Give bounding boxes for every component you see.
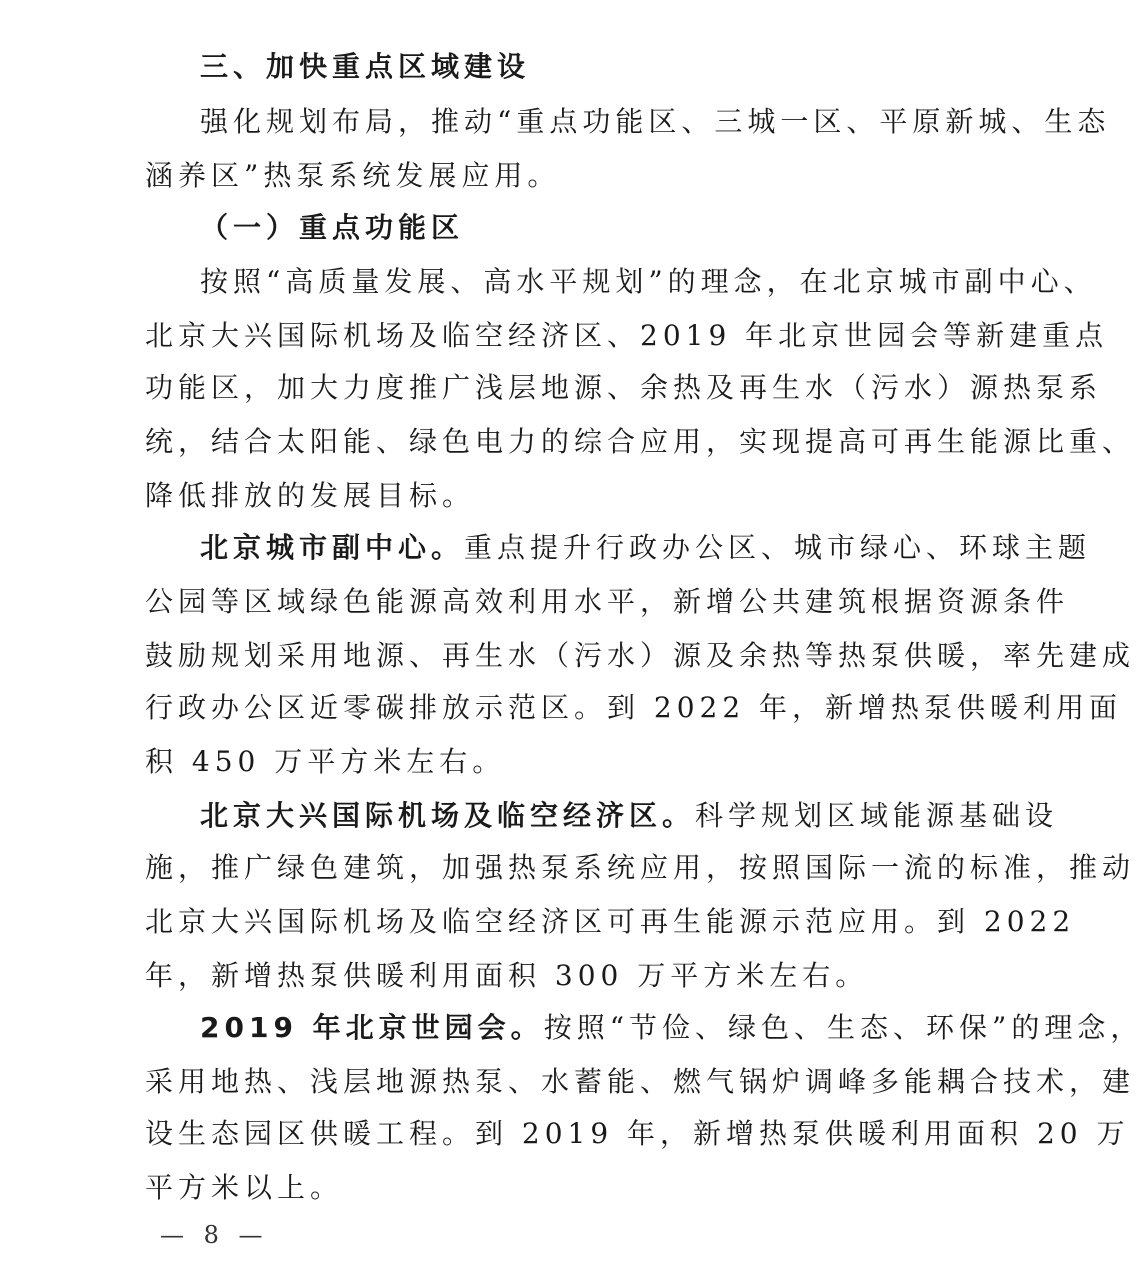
para2-line-4: 行政办公区近零碳排放示范区。到 2022 年，新增热泵供暖利用面 (145, 691, 1123, 724)
para2-line-1 (200, 528, 1092, 568)
para1-line-4: 统，结合太阳能、绿色电力的综合应用，实现提高可再生能源比重、 (145, 425, 1136, 458)
para4-line-1 (200, 1008, 1143, 1048)
para4-line-3: 设生态园区供暖工程。到 2019 年，新增热泵供暖利用面积 20 万 (145, 1117, 1130, 1150)
para3-line-1-rest: 科学规划区域能源基础设 (695, 799, 1059, 832)
para2-line-3: 鼓励规划采用地源、再生水（污水）源及余热等热泵供暖，率先建成 (145, 639, 1136, 672)
para3-lead: 北京大兴国际机场及临空经济区。 (200, 799, 696, 832)
section-heading: 三、加快重点区域建设 (200, 50, 531, 83)
para2-line-1-rest: 重点提升行政办公区、城市绿心、环球主题 (464, 531, 1092, 564)
para1-line-2: 北京大兴国际机场及临空经济区、2019 年北京世园会等新建重点 (145, 319, 1109, 352)
para3-line-3: 北京大兴国际机场及临空经济区可再生能源示范应用。到 2022 (145, 905, 1076, 938)
page-number: — 8 — (160, 1221, 269, 1249)
para3-line-2: 施，推广绿色建筑，加强热泵系统应用，按照国际一流的标准，推动 (145, 851, 1136, 884)
intro-line-2: 涵养区”热泵系统发展应用。 (145, 159, 561, 192)
para3-line-1 (200, 796, 1059, 836)
subsection-heading: （一）重点功能区 (200, 211, 465, 244)
para4-line-1-rest: 按照“节俭、绿色、生态、环保”的理念， (543, 1011, 1143, 1044)
para2-lead: 北京城市副中心。 (200, 531, 465, 564)
para3-line-4: 年，新增热泵供暖利用面积 300 万平方米左右。 (145, 959, 869, 992)
para2-line-2: 公园等区域绿色能源高效利用水平，新增公共建筑根据资源条件 (145, 585, 1070, 618)
para4-line-4: 平方米以上。 (145, 1171, 344, 1204)
intro-line-1: 强化规划布局，推动“重点功能区、三城一区、平原新城、生态 (200, 105, 1111, 138)
para4-line-2: 采用地热、浅层地源热泵、水蓄能、燃气锅炉调峰多能耦合技术，建 (145, 1065, 1136, 1098)
para1-line-1: 按照“高质量发展、高水平规划”的理念，在北京城市副中心、 (200, 265, 1097, 298)
para1-line-5: 降低排放的发展目标。 (145, 479, 476, 512)
para4-lead: 2019 年北京世园会。 (200, 1011, 544, 1044)
para2-line-5: 积 450 万平方米左右。 (145, 745, 506, 778)
para1-line-3: 功能区，加大力度推广浅层地源、余热及再生水（污水）源热泵系 (145, 371, 1103, 404)
